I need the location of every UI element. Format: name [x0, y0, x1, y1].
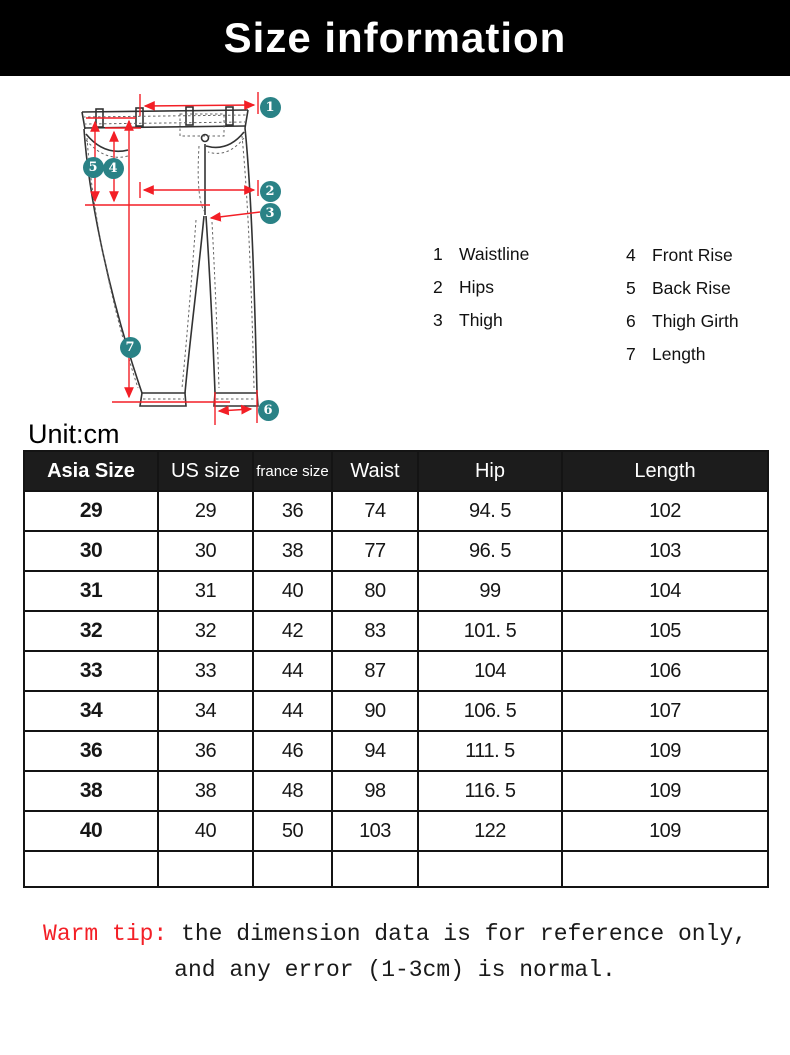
legend-right-column	[626, 239, 739, 371]
table-cell: 90	[332, 691, 418, 731]
table-cell: 98	[332, 771, 418, 811]
table-row	[24, 771, 768, 811]
column-header-length: Length	[562, 451, 768, 491]
table-cell: 42	[253, 611, 332, 651]
table-cell: 109	[562, 771, 768, 811]
table-cell: 96. 5	[418, 531, 562, 571]
table-cell: 38	[253, 531, 332, 571]
pants-stitching	[83, 114, 256, 399]
table-cell-empty	[253, 851, 332, 887]
legend-number: 4	[626, 245, 636, 265]
table-row	[24, 731, 768, 771]
table-cell: 122	[418, 811, 562, 851]
legend-label: Thigh	[459, 310, 503, 330]
column-header-waist: Waist	[332, 451, 418, 491]
measure-marker-7: 7	[120, 337, 141, 358]
table-cell: 111. 5	[418, 731, 562, 771]
legend-number: 6	[626, 311, 636, 331]
table-cell: 36	[24, 731, 158, 771]
column-header-asia-size: Asia Size	[24, 451, 158, 491]
table-cell: 40	[253, 571, 332, 611]
table-empty-row	[24, 851, 768, 887]
warm-tip-line2: and any error (1-3cm) is normal.	[174, 957, 616, 983]
legend-label: Thigh Girth	[652, 311, 739, 331]
table-cell: 38	[24, 771, 158, 811]
table-cell: 50	[253, 811, 332, 851]
header-bar	[0, 0, 790, 76]
measure-marker-2: 2	[260, 181, 281, 202]
table-cell: 36	[158, 731, 253, 771]
table-cell: 102	[562, 491, 768, 531]
table-header-row	[24, 451, 768, 491]
table-cell: 77	[332, 531, 418, 571]
size-table	[23, 450, 769, 888]
legend-label: Length	[652, 344, 706, 364]
measure-marker-4: 4	[103, 158, 124, 179]
legend-label: Waistline	[459, 244, 530, 264]
table-cell: 109	[562, 731, 768, 771]
legend-item-thigh	[433, 304, 529, 337]
table-cell: 94	[332, 731, 418, 771]
table-cell: 29	[158, 491, 253, 531]
column-header-hip: Hip	[418, 451, 562, 491]
pants-measurement-diagram	[58, 88, 308, 433]
table-cell-empty	[562, 851, 768, 887]
table-cell: 87	[332, 651, 418, 691]
table-cell-empty	[158, 851, 253, 887]
table-row	[24, 651, 768, 691]
measure-marker-1: 1	[260, 97, 281, 118]
table-cell: 30	[24, 531, 158, 571]
table-cell: 44	[253, 651, 332, 691]
measure-marker-3: 3	[260, 203, 281, 224]
table-cell: 48	[253, 771, 332, 811]
table-cell: 101. 5	[418, 611, 562, 651]
table-cell: 94. 5	[418, 491, 562, 531]
table-cell: 31	[24, 571, 158, 611]
table-cell: 32	[24, 611, 158, 651]
table-cell: 104	[418, 651, 562, 691]
legend-item-front-rise	[626, 239, 739, 272]
table-cell-empty	[418, 851, 562, 887]
table-cell: 33	[24, 651, 158, 691]
table-row	[24, 491, 768, 531]
legend-number: 5	[626, 278, 636, 298]
table-cell: 38	[158, 771, 253, 811]
legend-item-back-rise	[626, 272, 739, 305]
legend-left-column	[433, 238, 529, 337]
warm-tip-text1: the dimension data is for reference only,	[181, 921, 747, 947]
warm-tip-line1	[0, 916, 790, 952]
legend-item-thigh-girth	[626, 305, 739, 338]
table-row	[24, 571, 768, 611]
table-cell: 34	[158, 691, 253, 731]
pants-outline	[82, 107, 258, 406]
table-cell: 106. 5	[418, 691, 562, 731]
size-table-body	[24, 491, 768, 887]
legend-number: 3	[433, 310, 443, 330]
legend-item-length	[626, 338, 739, 371]
table-cell: 106	[562, 651, 768, 691]
table-row	[24, 611, 768, 651]
legend-number: 2	[433, 277, 443, 297]
table-cell: 99	[418, 571, 562, 611]
table-cell: 105	[562, 611, 768, 651]
table-cell: 103	[562, 531, 768, 571]
table-cell: 29	[24, 491, 158, 531]
table-cell-empty	[24, 851, 158, 887]
table-cell: 74	[332, 491, 418, 531]
table-cell: 107	[562, 691, 768, 731]
warm-tip	[0, 916, 790, 988]
table-cell: 36	[253, 491, 332, 531]
table-row	[24, 691, 768, 731]
measure-marker-5: 5	[83, 157, 104, 178]
table-cell: 104	[562, 571, 768, 611]
table-cell: 40	[158, 811, 253, 851]
legend-label: Hips	[459, 277, 495, 297]
measure-marker-6: 6	[258, 400, 279, 421]
table-cell: 30	[158, 531, 253, 571]
table-cell: 34	[24, 691, 158, 731]
table-cell: 40	[24, 811, 158, 851]
table-cell: 46	[253, 731, 332, 771]
page-title: Size information	[223, 14, 567, 61]
legend-label: Back Rise	[652, 278, 731, 298]
table-cell: 44	[253, 691, 332, 731]
table-cell: 83	[332, 611, 418, 651]
legend-item-hips	[433, 271, 529, 304]
table-cell: 32	[158, 611, 253, 651]
table-cell: 109	[562, 811, 768, 851]
table-row	[24, 811, 768, 851]
table-cell-empty	[332, 851, 418, 887]
table-cell: 31	[158, 571, 253, 611]
table-cell: 116. 5	[418, 771, 562, 811]
table-cell: 103	[332, 811, 418, 851]
table-row	[24, 531, 768, 571]
table-cell: 33	[158, 651, 253, 691]
legend-number: 7	[626, 344, 636, 364]
unit-label: Unit:cm	[28, 419, 120, 449]
legend-item-waistline	[433, 238, 529, 271]
legend-label: Front Rise	[652, 245, 733, 265]
column-header-france-size: france size	[253, 451, 332, 491]
legend-number: 1	[433, 244, 443, 264]
column-header-us-size: US size	[158, 451, 253, 491]
warm-tip-label: Warm tip:	[43, 921, 168, 947]
table-cell: 80	[332, 571, 418, 611]
